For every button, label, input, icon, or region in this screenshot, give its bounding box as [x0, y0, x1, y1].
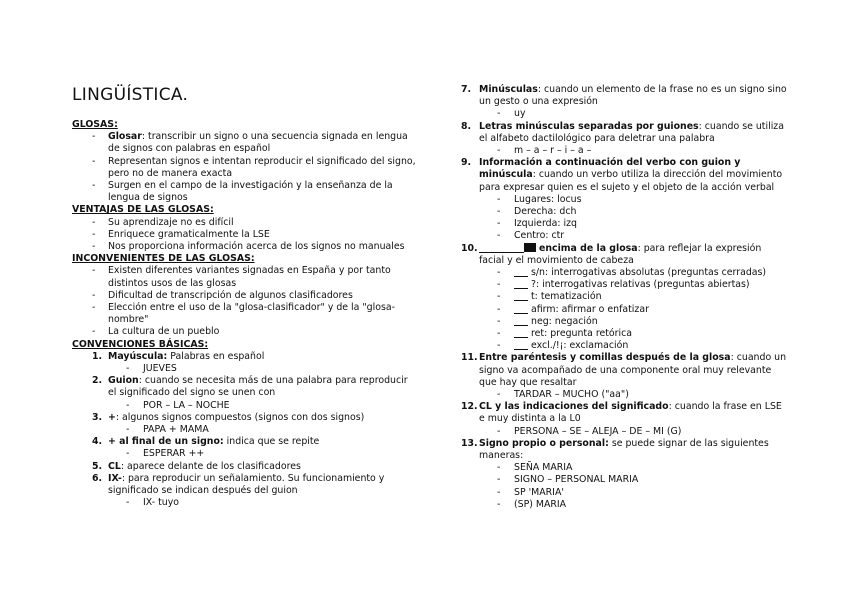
blank-line: [514, 328, 528, 338]
convention-item-cont: [479, 96, 598, 108]
example-item: [514, 230, 564, 242]
convention-item-cont: [479, 377, 576, 389]
list-item-cont: [108, 143, 270, 155]
item-text: el alfabeto dactilológico para deletrar una palabra: [479, 132, 715, 144]
heading-text: INCONVENIENTES DE LAS GLOSAS:: [72, 253, 255, 265]
convention-item: [479, 243, 761, 255]
item-text: Palabras en español: [167, 350, 265, 362]
convention-item-cont: [479, 413, 581, 425]
example-text: uy: [514, 108, 526, 120]
item-bold: Entre paréntesis y comillas después de la glosa: [479, 352, 731, 364]
example-text: Lugares: locus: [514, 193, 582, 205]
item-text: Elección entre el uso de la "glosa-clasificador" y de la "glosa-: [108, 302, 395, 313]
example-text: ESPERAR ++: [143, 448, 205, 460]
convention-item: [479, 352, 786, 364]
example-text: PERSONA – SE – ALEJA – DE – MI (G): [514, 425, 682, 437]
item-bold: + al final de un signo:: [108, 436, 224, 448]
item-text: : transcribir un signo o una secuencia signada en lengua: [141, 131, 408, 143]
example-item: [143, 400, 230, 412]
item-text: Nos proporciona información acerca de los signos no manuales: [108, 241, 405, 252]
sub-dash: -: [497, 303, 501, 315]
example-text: SEÑA MARIA: [514, 462, 573, 474]
section-heading-ventajas: [72, 204, 214, 216]
sub-dash: -: [497, 145, 501, 156]
convention-item-cont: [108, 387, 275, 399]
bullet-dash: -: [92, 216, 96, 228]
example-item: [143, 424, 209, 436]
list-item: [108, 326, 219, 338]
convention-number: 12.: [461, 401, 478, 413]
example-item: [514, 218, 577, 230]
convention-number: 11.: [461, 352, 478, 364]
example-text: SP 'MARIA': [514, 486, 564, 498]
convention-number: 3.: [92, 411, 103, 423]
bullet-dash: -: [92, 265, 96, 277]
example-text: POR – LA – NOCHE: [143, 399, 230, 411]
blank-line: [514, 304, 528, 314]
item-bold: encima de la glosa: [538, 242, 638, 254]
list-item: [108, 131, 408, 143]
example-item: [514, 206, 576, 218]
black-box-icon: [524, 243, 536, 252]
item-text: maneras:: [479, 450, 524, 461]
item-text: de signos con palabras en español: [108, 143, 271, 155]
example-text: TARDAR – MUCHO ("aa"): [514, 389, 629, 400]
convention-item: [479, 438, 769, 450]
item-bold: CL y las indicaciones del significado: [479, 401, 669, 413]
bullet-dash: -: [92, 289, 96, 301]
blank-line: [514, 291, 528, 301]
example-text: IX- tuyo: [143, 497, 179, 509]
blank-line: [479, 243, 524, 253]
example-item: [514, 389, 629, 401]
convention-item: [479, 84, 787, 96]
section-heading-inconvenientes: [72, 253, 255, 265]
convention-item: [108, 375, 408, 387]
item-text: : cuando un elemento de la frase no es un signo sino: [537, 84, 787, 95]
example-text: afirm: afirmar o enfatizar: [531, 303, 649, 315]
example-item: [514, 462, 572, 474]
sub-dash: -: [126, 448, 130, 460]
example-text: (SP) MARIA: [514, 498, 567, 510]
list-item-cont: [108, 314, 149, 326]
convention-item: [479, 121, 784, 133]
item-text: Existen diferentes variantes signadas en España y por tanto: [108, 265, 391, 277]
example-item: [143, 497, 179, 509]
heading-text: GLOSAS:: [72, 119, 118, 130]
list-item: [108, 265, 391, 277]
list-item: [108, 217, 234, 229]
example-text: s/n: interrogativas absolutas (preguntas cerradas): [531, 267, 767, 278]
item-bold: Mayúscula:: [108, 350, 168, 362]
item-text: indica que se repite: [223, 436, 320, 448]
item-text: : para reproducir un señalamiento. Su funcionamiento y: [121, 472, 385, 484]
bullet-dash: -: [92, 302, 96, 313]
list-item-cont: [108, 192, 188, 204]
item-text: Surgen en el campo de la investigación y la enseñanza de la: [108, 180, 393, 191]
item-text: facial y el movimiento de cabeza: [479, 254, 634, 266]
convention-item: [479, 157, 740, 169]
item-text: el significado del signo se unen con: [108, 387, 276, 399]
sub-dash: -: [126, 424, 130, 435]
item-text: un gesto o una expresión: [479, 96, 598, 108]
list-item: [108, 241, 405, 253]
item-bold: Guion: [108, 375, 139, 387]
bullet-dash: -: [92, 228, 96, 240]
item-text: Su aprendizaje no es difícil: [108, 216, 234, 228]
sub-dash: -: [497, 474, 501, 486]
item-text: Enriquece gramaticalmente la LSE: [108, 228, 270, 240]
convention-item-cont: [479, 255, 634, 267]
sub-dash: -: [497, 425, 501, 437]
item-text: Representan signos e intentan reproducir el significado del signo,: [108, 155, 416, 167]
item-bold: IX-: [108, 472, 122, 484]
item-text: La cultura de un pueblo: [108, 326, 220, 338]
convention-number: 9.: [461, 157, 472, 169]
convention-item: [108, 461, 301, 473]
example-text: excl./!¡: exclamación: [531, 340, 629, 352]
bullet-dash: -: [92, 326, 96, 338]
item-text: : cuando la frase en LSE: [668, 401, 782, 413]
sub-dash: -: [497, 108, 501, 120]
bullet-dash: -: [92, 155, 96, 167]
item-text: pero no de manera exacta: [108, 167, 233, 179]
sub-dash: -: [497, 486, 501, 498]
convention-item-cont: [479, 450, 523, 462]
item-text: distintos usos de las glosas: [108, 277, 237, 289]
blank-line: [514, 267, 528, 277]
convention-number: 1.: [92, 350, 103, 362]
convention-item: [108, 436, 319, 448]
convention-number: 6.: [92, 472, 103, 484]
item-text: Dificultad de transcripción de algunos clasificadores: [108, 289, 353, 301]
blank-line: [514, 316, 528, 326]
blank-line: [514, 279, 528, 289]
section-heading-glosas: [72, 119, 118, 131]
list-item: [108, 156, 416, 168]
example-text: PAPA + MAMA: [143, 424, 209, 435]
sub-dash: -: [126, 497, 130, 509]
item-text: : cuando se necesita más de una palabra para reproducir: [138, 375, 408, 387]
convention-item-cont: [108, 485, 298, 497]
item-bold: Información a continuación del verbo con guion y: [479, 157, 741, 169]
convention-number: 4.: [92, 436, 103, 448]
item-text: lengua de signos: [108, 192, 188, 204]
sub-dash: -: [497, 218, 501, 230]
sub-dash: -: [497, 291, 501, 303]
example-item: [514, 316, 598, 328]
item-bold: +: [108, 411, 116, 423]
item-text: que hay que resaltar: [479, 376, 577, 388]
item-text: significado se indican después del guion: [108, 485, 298, 496]
example-item: [514, 108, 526, 120]
blank-line: [514, 340, 528, 350]
item-bold: Minúsculas: [479, 84, 538, 95]
convention-item-cont: [479, 365, 771, 377]
convention-number: 8.: [461, 120, 472, 132]
convention-item: [108, 351, 264, 363]
bullet-dash: -: [92, 131, 96, 143]
sub-dash: -: [497, 267, 501, 278]
convention-item-cont: [479, 182, 774, 194]
example-text: ?: interrogativas relativas (preguntas abiertas): [531, 279, 750, 291]
list-item: [108, 302, 395, 314]
page-title: LINGÜÍSTICA.: [72, 85, 189, 105]
sub-dash: -: [126, 363, 130, 374]
example-text: SIGNO – PERSONAL MARIA: [514, 474, 639, 486]
convention-item-cont: [479, 169, 782, 181]
item-text: : para reflejar la expresión: [637, 242, 762, 254]
example-item: [143, 448, 204, 460]
item-bold: Letras minúsculas separadas por guiones: [479, 120, 699, 132]
sub-dash: -: [126, 399, 130, 411]
convention-number: 2.: [92, 375, 103, 387]
convention-number: 10.: [461, 242, 478, 254]
example-text: JUEVES: [143, 363, 177, 374]
example-item: [514, 267, 766, 279]
example-item: [514, 474, 638, 486]
heading-text: CONVENCIONES BÁSICAS:: [72, 338, 209, 350]
sub-dash: -: [497, 462, 501, 474]
sub-dash: -: [497, 230, 501, 242]
example-text: Derecha: dch: [514, 206, 577, 217]
list-item-cont: [108, 278, 236, 290]
convention-number: 7.: [461, 84, 472, 95]
item-bold: CL: [108, 460, 121, 472]
convention-item-cont: [479, 133, 715, 145]
example-item: [514, 426, 681, 438]
list-item: [108, 180, 393, 192]
sub-dash: -: [497, 389, 501, 400]
example-item: [514, 194, 581, 206]
section-heading-convenciones: [72, 339, 208, 351]
convention-item: [479, 401, 782, 413]
sub-dash: -: [497, 206, 501, 217]
list-item: [108, 229, 270, 241]
convention-item: [108, 473, 384, 485]
example-item: [143, 363, 177, 375]
example-text: ret: pregunta retórica: [531, 328, 633, 339]
item-text: para expresar quien es el sujeto y el objeto de la acción verbal: [479, 181, 775, 193]
sub-dash: -: [497, 279, 501, 291]
item-bold: Signo propio o personal:: [479, 437, 609, 449]
sub-dash: -: [497, 498, 501, 510]
example-item: [514, 340, 628, 352]
example-text: t: tematización: [531, 291, 602, 303]
example-text: neg: negación: [531, 315, 598, 327]
convention-number: 13.: [461, 437, 478, 449]
example-item: [514, 291, 602, 303]
bullet-dash: -: [92, 241, 96, 252]
item-text: : cuando un verbo utiliza la dirección del movimiento: [532, 169, 783, 181]
example-item: [514, 499, 566, 511]
convention-number: 5.: [92, 460, 103, 472]
list-item-cont: [108, 168, 232, 180]
item-text: signo va acompañado de una componente oral muy relevante: [479, 364, 772, 376]
sub-dash: -: [497, 193, 501, 205]
example-text: Izquierda: izq: [514, 218, 577, 230]
example-item: [514, 304, 649, 316]
example-text: m – a – r – i – a –: [514, 145, 592, 156]
item-text: : cuando se utiliza: [698, 120, 784, 132]
sub-dash: -: [497, 328, 501, 339]
item-bold: Glosar: [108, 131, 142, 143]
sub-dash: -: [497, 315, 501, 327]
item-text: nombre": [108, 314, 149, 326]
item-text: se puede signar de las siguientes: [608, 437, 769, 449]
list-item: [108, 290, 353, 302]
convention-item: [108, 412, 364, 424]
sub-dash: -: [497, 340, 501, 352]
heading-text: VENTAJAS DE LAS GLOSAS:: [72, 204, 214, 216]
example-text: Centro: ctr: [514, 230, 565, 242]
example-item: [514, 487, 564, 499]
bullet-dash: -: [92, 180, 96, 191]
item-text: e muy distinta a la L0: [479, 413, 581, 425]
item-text: : algunos signos compuestos (signos con dos signos): [115, 411, 365, 423]
example-item: [514, 328, 632, 340]
example-item: [514, 279, 750, 291]
item-text: : cuando un: [730, 352, 787, 364]
item-bold: minúscula: [479, 169, 533, 181]
example-item: [514, 145, 591, 157]
item-text: : aparece delante de los clasificadores: [120, 460, 301, 472]
